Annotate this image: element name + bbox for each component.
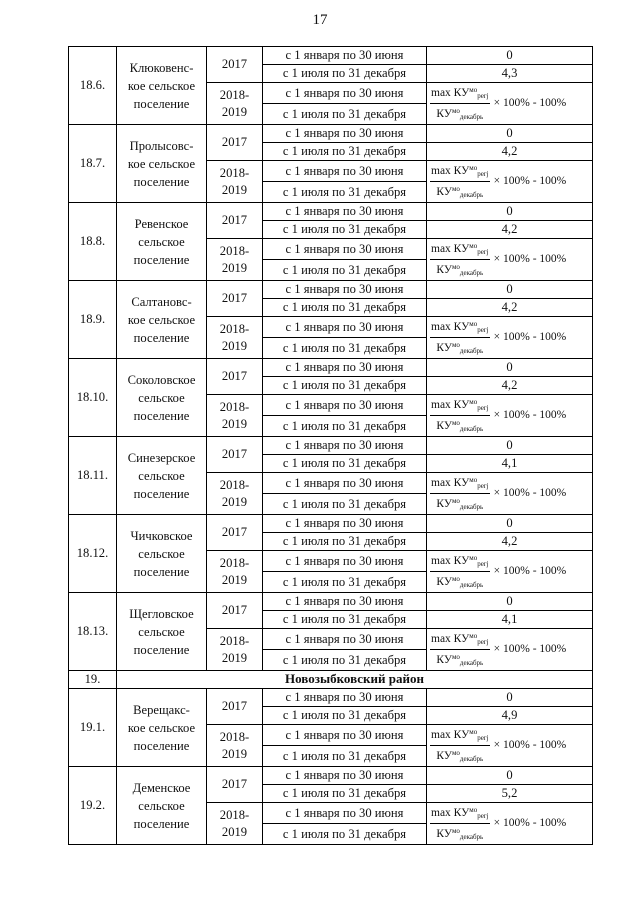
- year-cell: 2018- 2019: [207, 551, 263, 593]
- period-cell: с 1 июля по 31 декабря: [263, 707, 427, 725]
- period-cell: с 1 января по 30 июня: [263, 359, 427, 377]
- value-cell: 0: [427, 281, 593, 299]
- value-cell: 4,2: [427, 533, 593, 551]
- year-cell: 2017: [207, 767, 263, 803]
- item-number: 19.1.: [69, 689, 117, 767]
- formula-cell: [427, 83, 593, 125]
- year-cell: 2017: [207, 593, 263, 629]
- year-cell: 2018- 2019: [207, 395, 263, 437]
- year-cell: 2017: [207, 359, 263, 395]
- year-cell: 2018- 2019: [207, 161, 263, 203]
- period-cell: с 1 июля по 31 декабря: [263, 221, 427, 239]
- value-cell: 4,2: [427, 377, 593, 395]
- growth-formula: $\frac{\max КУ^{мо}_{pегj}}{КУ^{мо}_{декабрь}}$ × 100% - 100%: [430, 239, 589, 280]
- growth-formula: $\frac{\max КУ^{мо}_{pегj}}{КУ^{мо}_{декабрь}}$ × 100% - 100%: [430, 161, 589, 202]
- period-cell: с 1 января по 30 июня: [263, 395, 427, 416]
- value-cell: 0: [427, 689, 593, 707]
- table-row: [69, 125, 593, 143]
- period-cell: с 1 июля по 31 декабря: [263, 824, 427, 845]
- period-cell: с 1 января по 30 июня: [263, 239, 427, 260]
- value-cell: 4,2: [427, 221, 593, 239]
- item-number: 18.11.: [69, 437, 117, 515]
- period-cell: с 1 июля по 31 декабря: [263, 104, 427, 125]
- period-cell: с 1 июля по 31 декабря: [263, 182, 427, 203]
- settlement-name: Пролысовс- кое сельское поселение: [117, 125, 207, 203]
- formula-cell: [427, 395, 593, 437]
- item-number: 19.2.: [69, 767, 117, 845]
- period-cell: с 1 января по 30 июня: [263, 629, 427, 650]
- settlement-name: Чичковское сельское поселение: [117, 515, 207, 593]
- item-number: 18.9.: [69, 281, 117, 359]
- table-row: [69, 689, 593, 707]
- table-row: [69, 437, 593, 455]
- year-cell: 2018- 2019: [207, 83, 263, 125]
- page-number: 17: [312, 12, 328, 28]
- period-cell: с 1 января по 30 июня: [263, 281, 427, 299]
- district-number: 19.: [69, 671, 117, 689]
- settlement-name: Деменское сельское поселение: [117, 767, 207, 845]
- table-row: [69, 767, 593, 785]
- period-cell: с 1 января по 30 июня: [263, 125, 427, 143]
- period-cell: с 1 января по 30 июня: [263, 725, 427, 746]
- period-cell: с 1 июля по 31 декабря: [263, 377, 427, 395]
- item-number: 18.8.: [69, 203, 117, 281]
- period-cell: с 1 января по 30 июня: [263, 47, 427, 65]
- formula-cell: [427, 803, 593, 845]
- value-cell: 0: [427, 47, 593, 65]
- year-cell: 2017: [207, 437, 263, 473]
- table-row: [69, 281, 593, 299]
- growth-formula: $\frac{\max КУ^{мо}_{pегj}}{КУ^{мо}_{декабрь}}$ × 100% - 100%: [430, 725, 589, 766]
- period-cell: с 1 января по 30 июня: [263, 515, 427, 533]
- period-cell: с 1 января по 30 июня: [263, 689, 427, 707]
- period-cell: с 1 июля по 31 декабря: [263, 572, 427, 593]
- settlement-name: Верещакс- кое сельское поселение: [117, 689, 207, 767]
- formula-cell: [427, 161, 593, 203]
- table-row: [69, 359, 593, 377]
- growth-formula: $\frac{\max КУ^{мо}_{pегj}}{КУ^{мо}_{декабрь}}$ × 100% - 100%: [430, 83, 589, 124]
- year-cell: 2017: [207, 203, 263, 239]
- growth-formula: $\frac{\max КУ^{мо}_{pегj}}{КУ^{мо}_{декабрь}}$ × 100% - 100%: [430, 551, 589, 592]
- year-cell: 2017: [207, 125, 263, 161]
- period-cell: с 1 июля по 31 декабря: [263, 611, 427, 629]
- year-cell: 2017: [207, 281, 263, 317]
- period-cell: с 1 января по 30 июня: [263, 83, 427, 104]
- value-cell: 0: [427, 593, 593, 611]
- period-cell: с 1 июля по 31 декабря: [263, 494, 427, 515]
- item-number: 18.6.: [69, 47, 117, 125]
- table-row: [69, 203, 593, 221]
- value-cell: 4,2: [427, 299, 593, 317]
- period-cell: с 1 января по 30 июня: [263, 767, 427, 785]
- year-cell: 2018- 2019: [207, 317, 263, 359]
- formula-cell: [427, 317, 593, 359]
- year-cell: 2018- 2019: [207, 803, 263, 845]
- period-cell: с 1 января по 30 июня: [263, 203, 427, 221]
- period-cell: с 1 июля по 31 декабря: [263, 260, 427, 281]
- formula-cell: [427, 239, 593, 281]
- value-cell: 0: [427, 437, 593, 455]
- item-number: 18.13.: [69, 593, 117, 671]
- period-cell: с 1 июля по 31 декабря: [263, 455, 427, 473]
- table-row: [69, 515, 593, 533]
- period-cell: с 1 июля по 31 декабря: [263, 143, 427, 161]
- value-cell: 4,1: [427, 611, 593, 629]
- period-cell: с 1 июля по 31 декабря: [263, 533, 427, 551]
- table-row: [69, 47, 593, 65]
- settlement-name: Клюковенс- кое сельское поселение: [117, 47, 207, 125]
- table-row: [69, 593, 593, 611]
- settlement-name: Салтановс- кое сельское поселение: [117, 281, 207, 359]
- formula-cell: [427, 725, 593, 767]
- year-cell: 2018- 2019: [207, 473, 263, 515]
- district-name: Новозыбковский район: [117, 671, 593, 689]
- period-cell: с 1 июля по 31 декабря: [263, 338, 427, 359]
- period-cell: с 1 июля по 31 декабря: [263, 785, 427, 803]
- year-cell: 2018- 2019: [207, 725, 263, 767]
- settlement-name: Синезерское сельское поселение: [117, 437, 207, 515]
- growth-formula: $\frac{\max КУ^{мо}_{pегj}}{КУ^{мо}_{декабрь}}$ × 100% - 100%: [430, 629, 589, 670]
- value-cell: 4,1: [427, 455, 593, 473]
- year-cell: 2017: [207, 47, 263, 83]
- tariff-table: [68, 46, 593, 845]
- period-cell: с 1 января по 30 июня: [263, 161, 427, 182]
- growth-formula: $\frac{\max КУ^{мо}_{pегj}}{КУ^{мо}_{декабрь}}$ × 100% - 100%: [430, 803, 589, 844]
- period-cell: с 1 июля по 31 декабря: [263, 416, 427, 437]
- period-cell: с 1 июля по 31 декабря: [263, 650, 427, 671]
- formula-cell: [427, 551, 593, 593]
- growth-formula: $\frac{\max КУ^{мо}_{pегj}}{КУ^{мо}_{декабрь}}$ × 100% - 100%: [430, 473, 589, 514]
- value-cell: 0: [427, 359, 593, 377]
- period-cell: с 1 июля по 31 декабря: [263, 299, 427, 317]
- settlement-name: Щегловское сельское поселение: [117, 593, 207, 671]
- district-row: [69, 671, 593, 689]
- year-cell: 2017: [207, 515, 263, 551]
- value-cell: 4,3: [427, 65, 593, 83]
- growth-formula: $\frac{\max КУ^{мо}_{pегj}}{КУ^{мо}_{декабрь}}$ × 100% - 100%: [430, 395, 589, 436]
- period-cell: с 1 января по 30 июня: [263, 473, 427, 494]
- value-cell: 0: [427, 203, 593, 221]
- period-cell: с 1 января по 30 июня: [263, 437, 427, 455]
- value-cell: 0: [427, 515, 593, 533]
- value-cell: 5,2: [427, 785, 593, 803]
- period-cell: с 1 января по 30 июня: [263, 551, 427, 572]
- year-cell: 2017: [207, 689, 263, 725]
- item-number: 18.10.: [69, 359, 117, 437]
- year-cell: 2018- 2019: [207, 239, 263, 281]
- settlement-name: Ревенское сельское поселение: [117, 203, 207, 281]
- period-cell: с 1 января по 30 июня: [263, 317, 427, 338]
- growth-formula: $\frac{\max КУ^{мо}_{pегj}}{КУ^{мо}_{декабрь}}$ × 100% - 100%: [430, 317, 589, 358]
- period-cell: с 1 января по 30 июня: [263, 803, 427, 824]
- formula-cell: [427, 473, 593, 515]
- item-number: 18.12.: [69, 515, 117, 593]
- year-cell: 2018- 2019: [207, 629, 263, 671]
- period-cell: с 1 июля по 31 декабря: [263, 746, 427, 767]
- settlement-name: Соколовское сельское поселение: [117, 359, 207, 437]
- item-number: 18.7.: [69, 125, 117, 203]
- period-cell: с 1 июля по 31 декабря: [263, 65, 427, 83]
- value-cell: 0: [427, 125, 593, 143]
- value-cell: 0: [427, 767, 593, 785]
- value-cell: 4,9: [427, 707, 593, 725]
- formula-cell: [427, 629, 593, 671]
- period-cell: с 1 января по 30 июня: [263, 593, 427, 611]
- value-cell: 4,2: [427, 143, 593, 161]
